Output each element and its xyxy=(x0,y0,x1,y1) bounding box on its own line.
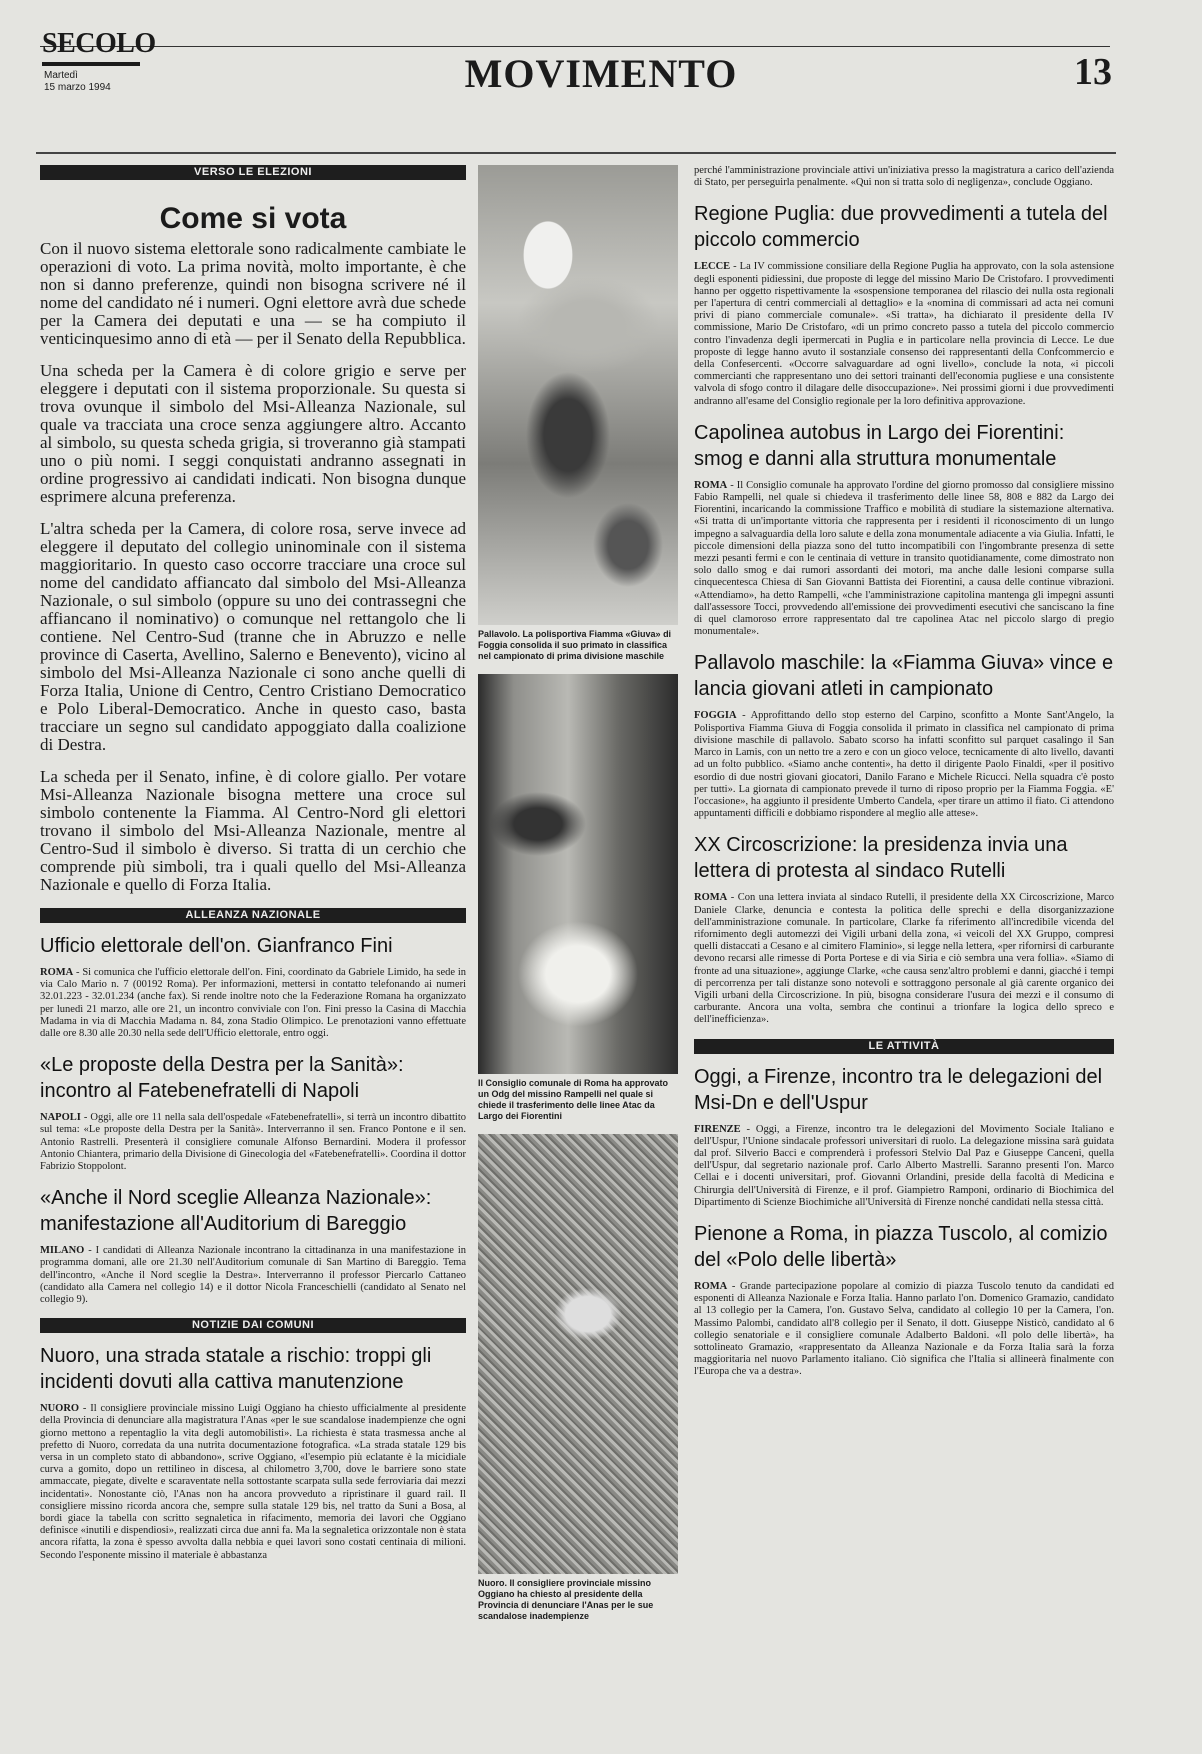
dateline: ROMA xyxy=(40,967,74,978)
article-title: Oggi, a Firenze, incontro tra le delegazioni del Msi-Dn e dell'Uspur xyxy=(694,1065,1103,1114)
article-text: - La IV commissione consiliare della Regione Puglia ha approvato, con la sola astensione degli esponenti pidiessini, due proposte di legge del missino Mario De Cristofaro. I provvedimenti hanno per oggetto rispettivamente la «sospensione temporanea del rilascio dei nulla osta regionali per l'apertura di centri commerciali al dettaglio» e la «nomina di commissari ad acta nei comuni privi di piano commerciale comunale». «Si tratta», ha dichiarato il presidente della IV commissione, Mario De Cristofaro, «di un primo concreto passo a tutela del piccolo commercio contro l'invadenza degli ipermercati in Puglia e in particolare nella provincia di Lecce. Le due proposte di legge hanno avuto il sostanziale consenso dei rappresentanti della Confcommercio e della Confesercenti. «Occorre salvaguardare ad ogni livello», conclude la nota, «i piccoli commercianti che rappresentano uno dei settori trainanti dell'economia pugliese e una consistente valvola di sfogo contro il dilagare delle disoccupazione». Nei prossimi giorni i due provvedimenti andranno all'esame del Consiglio regionale per la loro definitiva approvazione. xyxy=(694,261,1114,407)
band-alleanza-nazionale: ALLEANZA NAZIONALE xyxy=(40,908,466,923)
article-title: Ufficio elettorale dell'on. Gianfranco Fini xyxy=(40,935,393,957)
article-text: - Il Consiglio comunale ha approvato l'ordine del giorno promosso dal consigliere missino Fabio Rampelli, nel quale si chiedeva il trasferimento delle linee 58, 808 e 882 da Largo dei Fiorentini, incaricando la commissione Traffico e mobilità di studiare la sistemazione alternativa. «Si tratta di un'importante vittoria che rappresenta per i residenti il riconoscimento di un lungo impegno a salvaguardia della loro salute e della zona monumentale adiacente a via Giulia. Infatti, le piccole dimensioni della piazza sono del tutto incompatibili con l'ingombrante presenza di sette mezzi pesanti fermi e con le centinaia di vetture in transito quotidianamente, come dimostrato non solo dallo smog e dai rumori assordanti dei motori, ma anche dalle lesioni comparse sulla cinquecentesca Chiesa di San Giovanni Battista dei Fiorentini, a causa delle continue vibrazioni. «Attendiamo», ha detto Rampelli, «che l'amministrazione capitolina mantenga gli impegni assunti dall'assessore Tocci, provvedendo all'emissione dei provvedimenti esecutivi che sanciscano la fine di quel clamoroso errore rappresentato dal tre capolinea Atac nel piccolo slargo di pregio monumentale». xyxy=(694,479,1114,638)
article-text: - Con una lettera inviata al sindaco Rutelli, il presidente della XX Circoscrizione, Marco Daniele Clarke, denuncia e contesta la politica delle sprechi e della disorganizzazione dell'amministrazione comunale. In particolare, Clarke fa riferimento all'incredibile vicenda del rifornimento degli automezzi dei Vigili urbani della zona, «i veicoli del XX Gruppo, compresi quelli distaccati a Cesano e al cimitero Flaminio», si legge nella lettera, «per rifornirsi di carburante devono recarsi alle rimesse di Porta Portese e di via Siria e ciò sembra una vera follia». «Siamo di fronte ad una situazione», aggiunge Clarke, «che causa senz'altro problemi e danni, giacché i tempi di percorrenza per tali distanze sono notevoli e sottraggono personale al già carente organico dei Vigili urbani della Circoscrizione. In più, bisogna considerare l'usura dei mezzi e il consumo di carburante. Ancora una volta, sembra che continui a trionfare la logica dello spreco e dell'inefficienza». xyxy=(694,892,1114,1026)
dateline: ROMA xyxy=(694,1280,728,1292)
article-text: - Oggi, alle ore 11 nella sala dell'ospedale «Fatebenefratelli», si terrà un incontro dibattito sul tema: «Le proposte della Destra per la Sanità». Interverranno il sen. Franco Pontone e il sen. Antonio Rastrelli. Presenterà il consigliere comunale Alfonso Bernardini. Modera il professor Antonio Chiantera, primario della Divisione di Ginecologia del «Fatebenefratelli». Coordina il dottor Fabrizio Stoppolont. xyxy=(40,1112,466,1173)
bus-photo xyxy=(478,674,678,1074)
article-text: - Grande partecipazione popolare al comizio di piazza Tuscolo tenuto da candidati ed esponenti di Alleanza Nazionale e Forza Italia. Hanno parlato l'on. Domenico Gramazio, candidato al 13 collegio per la Camera, l'on. Gustavo Selva, candidato al collegio 10 per la Camera, l'on. Massimo Palombi, candidato all'8 collegio per il Senato, il dott. Giuseppe Nisticò, candidato al 6 collegio senatoriale e il consigliere comunale Adalberto Baldoni. «Il polo delle libertà», ha sottolineato Gramazio, «rappresentato da Alleanza Nazionale e da Forza Italia sarà la forza maggioritaria nel nuovo Parlamento italiano. Ciò significa che l'Italia si allineerà finalmente con l'Europa che va a destra». xyxy=(694,1280,1114,1378)
dateline: ROMA xyxy=(694,479,728,491)
article-body xyxy=(694,480,1114,639)
dateline: NAPOLI xyxy=(40,1112,81,1124)
photo-caption: Nuoro. Il consigliere provinciale missino Oggiano ha chiesto al presidente della Provincia di denunciare l'Anas per le sue scandalose inadempienze xyxy=(478,1578,654,1621)
band-le-attivita: LE ATTIVITÀ xyxy=(694,1039,1114,1054)
article-title: Capolinea autobus in Largo dei Fiorentini: smog e danni alla struttura monumentale xyxy=(694,421,1065,470)
article-title: Pienone a Roma, in piazza Tuscolo, al comizio del «Polo delle libertà» xyxy=(694,1222,1108,1271)
article-title: Regione Puglia: due provvedimenti a tutela del piccolo commercio xyxy=(694,203,1108,252)
article-title: XX Circoscrizione: la presidenza invia una lettera di protesta al sindaco Rutelli xyxy=(694,834,1068,883)
main-article-title: Come si vota xyxy=(159,202,347,235)
dateline: MILANO xyxy=(40,1245,85,1257)
article-body xyxy=(694,710,1114,820)
article-title: «Le proposte della Destra per la Sanità»: incontro al Fatebenefratelli di Napoli xyxy=(40,1054,404,1103)
article-text: - Il consigliere provinciale missino Luigi Oggiano ha chiesto ufficialmente al presidente della Provincia di denunciare alla magistratura l'Anas «per le sue scandalose inadempienze che ogni giorno mettono a repentaglio la vita degli automobilisti». La richiesta è stata trasmessa anche al prefetto di Nuoro, corredata da una nutrita documentazione fotografica. «La strada statale 129 bis versa in un completo stato di abbandono», scrive Oggiano, «l'esempio più eclatante è la micidiale curva a gomito, dopo un rettilineo in discesa, al chilometro 3,700, dove le barriere sono state ammaccate, piegate, divelte e scaraventate nella sottostante scarpata sulla sede ferroviaria dai mezzi incidentati». Nonostante ciò, l'Anas non ha ancora provveduto a ripristinare il guard rail. Il consigliere missino ricorda ancora che, sempre sulla statale 129 bis, nel tratto da Suni a Bosa, al bordi giace la tabella con scritto segnaletica in rifacimento, memoria dei lavori che Oggiano definisce «inutili e dispendiosi», realizzati circa due anni fa. Ma la segnaletica orizzontale non è stata ancora rifatta, la zona è spesso avvolta dalla nebbia e quei lavori sono costati centinaia di milioni. Secondo l'esponente missino il materiale è abbastanza xyxy=(40,1403,466,1561)
dateline: NUORO xyxy=(40,1403,80,1415)
dateline: FOGGIA xyxy=(694,710,737,722)
article-text: - Oggi, a Firenze, incontro tra le delegazioni del Movimento Sociale Italiano e dell'Uspur, l'Unione sindacale professori universitari di ruolo. La delegazione missina sarà guidata dal prof. Silverio Bacci e comprenderà i professori Stelvio Dal Paz e Giuseppe Canceni, quella dell'Uspur, dal segretario nazionale prof. Carlo Alberto Mastrelli. Saranno presenti l'on. Marco Cellai e i docenti universitari, prof. Giovanni Orlandini, preside della facoltà di Medicina e Chirurgia dell'Università di Firenze, e il prof. Giampietro Ramponi, ordinario di Biochimica del Dipartimento di Scienze Biochimiche all'Università di Firenze nonché candidati nella stessa città. xyxy=(694,1123,1114,1208)
dateline: FIRENZE xyxy=(694,1123,741,1135)
right-column xyxy=(694,165,1114,1391)
continued-article-body: perché l'amministrazione provinciale attivi un'iniziativa presso la magistratura a carico dell'azienda di Stato, per perseguirla penalmente. «Qui non si tratta solo di negligenza», conclude Oggiano. xyxy=(694,165,1114,189)
article-title: Pallavolo maschile: la «Fiamma Giuva» vince e lancia giovani atleti in campionato xyxy=(694,652,1114,701)
main-article-paragraph: Con il nuovo sistema elettorale sono radicalmente cambiate le operazioni di voto. La prima novità, molto importante, è che non si danno preferenze, quindi non bisogna scrivere né il nome del candidato né i numeri. Ogni elettore avrà due schede per la Camera dei deputati e una — se ha compiuto il venticinquesimo anno di età — per il Senato della Repubblica. xyxy=(40,239,466,348)
band-notizie-comuni: NOTIZIE DAI COMUNI xyxy=(40,1318,466,1333)
photo-caption: Pallavolo. La polisportiva Fiamma «Giuva» di Foggia consolida il suo primato in classifica nel campionato di prima divisione maschile xyxy=(478,629,672,661)
left-column xyxy=(40,165,466,1574)
article-body xyxy=(40,1112,466,1173)
page-number: 13 xyxy=(1074,51,1112,93)
section-title: MOVIMENTO xyxy=(464,51,738,96)
volleyball-photo xyxy=(478,165,678,625)
dateline: LECCE xyxy=(694,261,731,273)
article-text: - I candidati di Alleanza Nazionale incontrano la cittadinanza in una manifestazione in programma domani, alle ore 21.30 nell'Auditorium comunale di San Martino di Bareggio. Tema dell'incontro, «Anche il Nord sceglie la Destra». Interverranno il professor Piercarlo Cattaneo (candidato alla Camera nel collegio 14) e il dottor Nicola Franceschielli (candidato al Senato nel collegio 9). xyxy=(40,1245,466,1306)
article-title: «Anche il Nord sceglie Alleanza Nazionale»: manifestazione all'Auditorium di Bareggio xyxy=(40,1187,432,1236)
article-body xyxy=(40,1403,466,1562)
article-body xyxy=(694,1124,1114,1209)
article-body xyxy=(694,261,1114,407)
main-article-paragraph: Una scheda per la Camera è di colore grigio e serve per eleggere i deputati con il sistema proporzionale. Su questa si trova ovunque il simbolo del Msi-Alleanza Nazionale, sul quale va tracciata una croce senza aggiungere altro. Accanto al simbolo, su questa scheda grigia, si troveranno già stampati uno o più nomi. I seggi conquistati andranno assegnati in ordine progressivo ai candidati indicati. Non bisogna dunque esprimere alcuna preferenza. xyxy=(40,361,466,506)
article-text: - Si comunica che l'ufficio elettorale dell'on. Fini, coordinato da Gabriele Limido, ha sede in via Calo Mario n. 7 (00192 Roma). Per informazioni, mettersi in contatto telefonando ai numeri 32.01.223 - 32.01.234 (anche fax). Si rende inoltre noto che la Federazione Romana ha organizzato per lunedì 21 marzo, alle ore 21, un incontro conviviale con l'on. Fini presso la Casina di Macchia Madama in via di Macchia Madama n. 84, zona Stadio Olimpico. Le prenotazioni vanno effettuate dalle ore 8.30 alle 20.30 nella sede dell'Ufficio elettorale, entro oggi. xyxy=(40,967,466,1040)
main-article-paragraph: La scheda per il Senato, infine, è di colore giallo. Per votare Msi-Alleanza Nazionale bisogna mettere una croce sul simbolo contenente la Fiamma. Al Centro-Nord gli elettori trovano il simbolo del Msi-Alleanza Nazionale, mentre al Centro-Sud il simbolo è diverso. Si tratta di un cerchio che comprende più simboli, tra i quali quello del Msi-Alleanza Nazionale e quello di Forza Italia. xyxy=(40,767,466,894)
masthead xyxy=(0,0,1202,110)
newspaper-logo: SECOLO xyxy=(42,28,156,59)
dateline: ROMA xyxy=(694,892,728,904)
photo-caption: Il Consiglio comunale di Roma ha approvato un Odg del missino Rampelli nel quale si chiede il trasferimento delle linee Atac da Largo dei Fiorentini xyxy=(478,1078,669,1121)
date-weekday: Martedì xyxy=(44,70,78,81)
header-rule xyxy=(36,152,1116,154)
band-verso-elezioni: VERSO LE ELEZIONI xyxy=(40,165,466,180)
article-body xyxy=(694,892,1114,1026)
article-body xyxy=(40,1245,466,1306)
article-body xyxy=(694,1281,1114,1379)
article-text: - Approfittando dello stop esterno del Carpino, sconfitto a Monte Sant'Angelo, la Polisportiva Fiamma Giuva di Foggia consolida il primato in classifica nel campionato di prima divisione maschile di pallavolo. Sabato scorso ha infatti sconfitto sul parquet casalingo il San Marco in Lamis, con un netto tre a zero e con un gioco veloce, tecnicamente di alto livello, davanti ad un folto pubblico. «Siamo anche contenti», ha detto il dirigente Paolo Finaldi, «per il positivo esordio di due nostri giovani giocatori, Danilo Farano e Michele Ricucci. Nella squadra c'è posto per tutti». La giornata di campionato prevede il turno di riposo proprio per la Fiamma Foggia. «E' l'occasione», ha aggiunto il presidente Umberto Candela, «per tirare un attimo il fiato. Ci attendono appuntamenti difficili e dobbiamo rispondere al meglio alle attese». xyxy=(694,710,1114,820)
article-title: Nuoro, una strada statale a rischio: troppi gli incidenti dovuti alla cattiva manutenzione xyxy=(40,1345,432,1394)
article-body xyxy=(40,967,466,1040)
top-rule xyxy=(40,46,1110,47)
date-full: 15 marzo 1994 xyxy=(44,82,111,93)
photo-column xyxy=(478,165,678,1634)
aerial-city-photo xyxy=(478,1134,678,1574)
main-article-paragraph: L'altra scheda per la Camera, di colore rosa, serve invece ad eleggere il deputato del collegio uninominale con il sistema maggioritario. In questo caso occorre tracciare una croce sul nome del candidato affiancato dal simbolo del Msi-Alleanza Nazionale, o sul simbolo (oppure su uno dei contrassegni che affiancano il nominativo) o comunque nel rettangolo che li contiene. Nel Centro-Sud (tranne che in Abruzzo e nelle province di Caserta, Avellino, Salerno e Benevento), vicino al simbolo del Msi-Alleanza Nazionale ci sono anche quelli di Forza Italia, Unione di Centro, Centro Cristiano Democratico e Polo Liberal-Democratico. Anche in questo caso, basta tracciare un segno sul candidato appoggiato dalla coalizione di Destra. xyxy=(40,519,466,754)
